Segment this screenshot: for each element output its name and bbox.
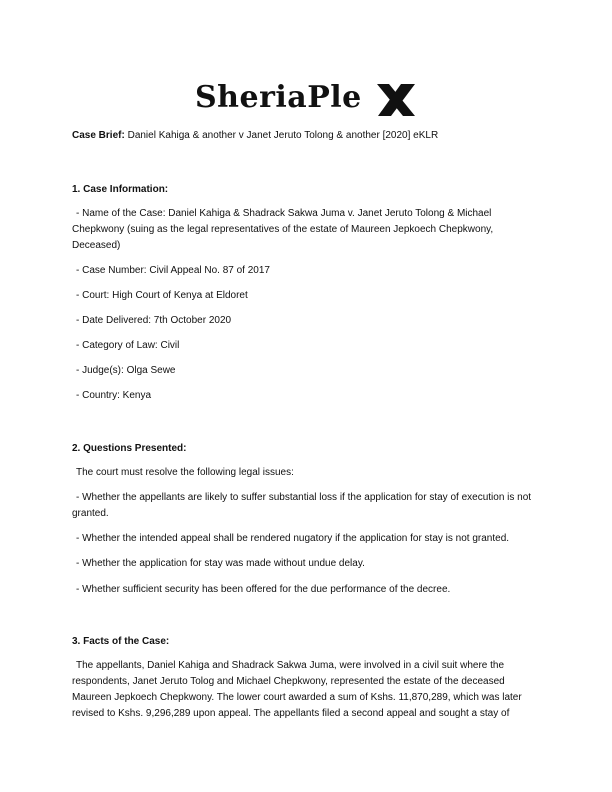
logo-x-mark-icon xyxy=(375,82,417,118)
case-name-item: - Name of the Case: Daniel Kahiga & Shadrack Sakwa Juma v. Janet Jeruto Tolong & Michael Chepkwony (suing as the legal representatives of the estate of Maureen Jepkoech Chepkwony, Deceased) xyxy=(72,208,494,251)
court-item: - Court: High Court of Kenya at Eldoret xyxy=(76,290,248,301)
logo-text: SheriaPle xyxy=(195,80,362,115)
date-delivered-item: - Date Delivered: 7th October 2020 xyxy=(76,315,232,326)
sheriaplex-logo xyxy=(0,78,612,122)
question-item: - Whether the application for stay was made without undue delay. xyxy=(76,558,365,569)
category-item: - Category of Law: Civil xyxy=(76,340,180,351)
case-brief-line xyxy=(72,128,438,144)
question-item: - Whether sufficient security has been offered for the due performance of the decree. xyxy=(76,584,451,595)
case-brief-label: Case Brief: xyxy=(72,130,125,141)
case-number-item: - Case Number: Civil Appeal No. 87 of 2017 xyxy=(76,265,270,276)
question-item: - Whether the intended appeal shall be rendered nugatory if the application for stay is not granted. xyxy=(76,533,510,544)
judges-item: - Judge(s): Olga Sewe xyxy=(76,365,176,376)
facts-body: The appellants, Daniel Kahiga and Shadrack Sakwa Juma, were involved in a civil suit where the respondents, Janet Jeruto Tolog and Michael Chepkwony, represented the estate of the deceased Maureen Jepkoech Chepkwony. The lower court awarded a sum of Kshs. 11,870,289, which was later revised to Kshs. 9,296,289 upon appeal. The appellants filed a second appeal and sought a stay of xyxy=(72,660,522,719)
case-brief-title: Daniel Kahiga & another v Janet Jeruto Tolong & another [2020] eKLR xyxy=(124,130,439,141)
country-item: - Country: Kenya xyxy=(76,390,152,401)
question-item: - Whether the appellants are likely to suffer substantial loss if the application for stay of execution is not granted. xyxy=(72,492,532,519)
section-heading-facts: 3. Facts of the Case: xyxy=(72,636,170,647)
section-heading-questions: 2. Questions Presented: xyxy=(72,443,187,454)
questions-intro: The court must resolve the following legal issues: xyxy=(76,467,294,478)
section-heading-case-information: 1. Case Information: xyxy=(72,184,169,195)
